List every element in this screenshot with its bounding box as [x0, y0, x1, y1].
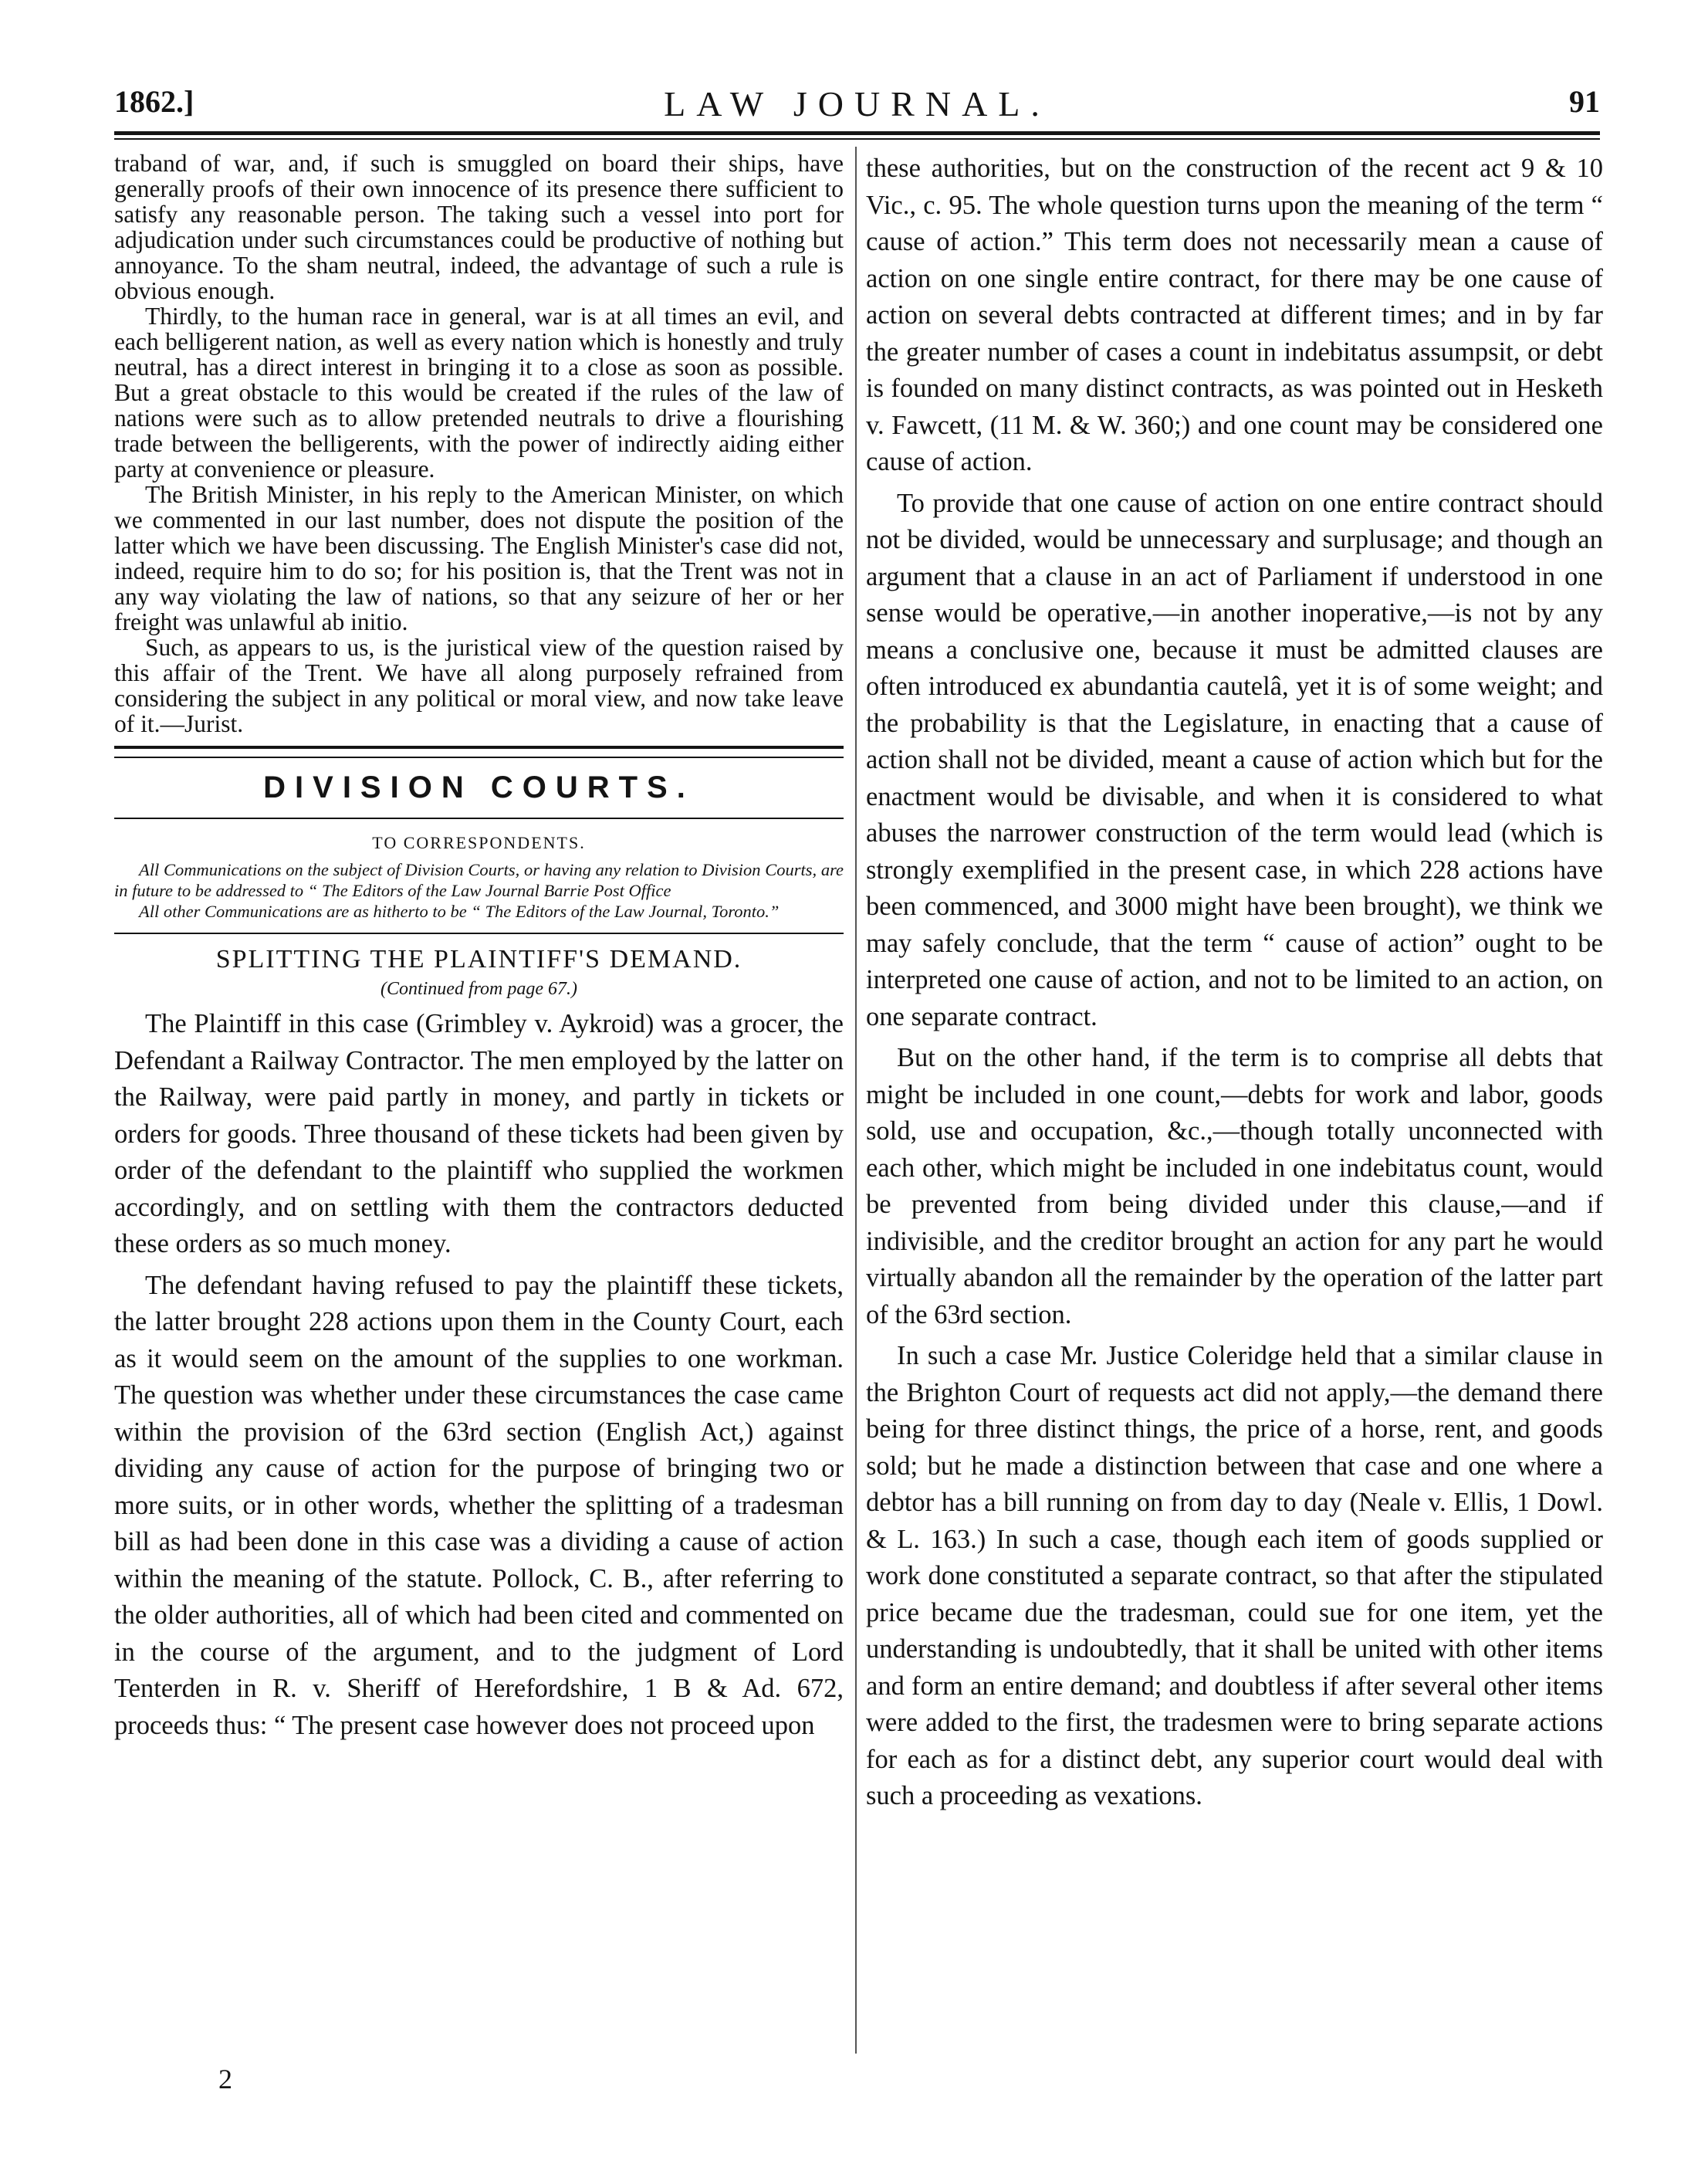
right-column	[866, 151, 1603, 1815]
paragraph: Thirdly, to the human race in general, war is at all times an evil, and each belligerent nation, as well as every nation which is honestly and truly neutral, has a direct interest in bringing it to a close as soon as possible. But a great obstacle to this would be created if the rules of the law of nations were such as to allow pretended neutrals to drive a flourishing trade between the belligerents, with the power of indirectly aiding either party at convenience or pleasure.	[114, 303, 844, 483]
correspondents-heading: TO CORRESPONDENTS.	[372, 833, 586, 852]
left-column	[114, 151, 844, 1744]
continued-note: (Continued from page 67.)	[380, 979, 578, 999]
paragraph: In such a case Mr. Justice Coleridge held that a similar clause in the Brighton Court of requests act did not apply,—the demand there being for three distinct things, the price of a horse, rent, and goods sold; but he made a distinction between that case and one where a debtor has a bill running on from day to day (Neale v. Ellis, 1 Dowl. & L. 163.) In such a case, though each item of goods supplied or work done constituted a separate contract, so that after the stipulated price became due the tradesman, could sue for one item, yet the understanding is undoubtedly, that it shall be united with other items and form an entire demand; and doubtless if after several other items were added to the first, the tradesmen were to bring separate actions for each as for a distinct debt, any superior court would deal with such a proceeding as vexations.	[866, 1341, 1603, 1810]
paragraph: But on the other hand, if the term is to comprise all debts that might be included in one count,—debts for work and labor, goods sold, use and occupation, &c.,—though totally unconnected with each other, which might be included in one indebitatus count, would be prevented from being divided under this clause,—and if indivisible, and the creditor brought an action for any part he would virtually abandon all the remainder by the operation of the latter part of the 63rd section.	[866, 1043, 1603, 1329]
section-rule	[114, 746, 844, 758]
paragraph: The Plaintiff in this case (Grimbley v. Aykroid) was a grocer, the Defendant a Railway Contractor. The men employed by the latter on the Railway, were paid partly in money, and partly in tickets or orders for goods. Three thousand of these tickets had been given by order of the defendant to the plaintiff who supplied the workmen accordingly, and on settling with them the contractors deducted these orders as so much money.	[114, 1009, 844, 1258]
page-number: 91	[1569, 84, 1600, 119]
correspondents-notice: All Communications on the subject of Division Courts, or having any relation to Division Courts, are in future to be addressed to “ The Editors of the Law Journal Barrie Post Office	[114, 860, 844, 900]
paragraph: these authorities, but on the construction of the recent act 9 & 10 Vic., c. 95. The whole question turns upon the meaning of the term “ cause of action.” This term does not necessarily mean a cause of action on one single entire contract, for there may be one cause of action on several debts contracted at different times; and in by far the greater number of cases a count in indebitatus assumpsit, or debt is founded on many distinct contracts, as was pointed out in Hesketh v. Fawcett, (11 M. & W. 360;) and one count may be considered one cause of action.	[866, 154, 1603, 476]
header-rule-thin	[114, 138, 1600, 140]
header-title: LAW JOURNAL.	[664, 84, 1050, 124]
paragraph: traband of war, and, if such is smuggled on board their ships, have generally proofs of their own innocence of its presence there sufficient to satisfy any reasonable person. The taking such a vessel into port for adjudication under such circumstances could be productive of nothing but annoyance. To the sham neutral, indeed, the advantage of such a rule is obvious enough.	[114, 150, 844, 304]
paragraph: The defendant having refused to pay the plaintiff these tickets, the latter brought 228 actions upon them in the County Court, each as it would seem on the amount of the supplies to one workman. The question was whether under these circumstances the case came within the provision of the 63rd section (English Act,) against dividing any cause of action for the purpose of bringing two or more suits, or in other words, whether the splitting of a tradesman bill as had been done in this case was a dividing a cause of action within the meaning of the statute. Pollock, C. B., after referring to the older authorities, all of which had been cited and commented on in the course of the argument, and to the judgment of Lord Tenterden in R. v. Sheriff of Herefordshire, 1 B & Ad. 672, proceeds thus: “ The present case however does not proceed upon	[114, 1270, 844, 1740]
section-title-rule	[114, 818, 844, 819]
article-body	[114, 1006, 844, 1744]
article-body-continued	[866, 151, 1603, 1815]
correspondents-notice: All other Communications are as hitherto to be “ The Editors of the Law Journal, Toronto.”	[139, 902, 780, 921]
column-divider	[855, 147, 857, 2054]
signature-mark: 2	[218, 2064, 232, 2094]
section-title: DIVISION COURTS.	[263, 770, 695, 804]
header-year: 1862.]	[114, 84, 194, 119]
running-header	[114, 83, 1600, 130]
notice-rule	[114, 933, 844, 934]
paragraph: To provide that one cause of action on one entire contract should not be divided, would be unnecessary and surplusage; and though an argument that a clause in an act of Parliament if understood in one sense would be operative,—in another inoperative,—is not by any means a conclusive one, because it must be admitted clauses are often introduced ex abundantia cautelâ, yet it is of some weight; and the probability is that the Legislature, in enacting that a cause of action shall not be divided, meant a cause of action which but for the enactment would be divisable, and when it is considered to what abuses the narrower construction of the term would lead (which is strongly exemplified in the present case, in which 228 actions have been commenced, and 3000 might have been brought), we think we may safely conclude, that the term “ cause of action” ought to be interpreted one cause of action, and not to be limited to an action, on one separate contract.	[866, 488, 1603, 1031]
header-rule	[114, 131, 1600, 135]
jurist-article-continuation	[114, 151, 844, 737]
article-title: SPLITTING THE PLAINTIFF'S DEMAND.	[215, 945, 742, 974]
paragraph: Such, as appears to us, is the juristical view of the question raised by this affair of the Trent. We have all along purposely refrained from considering the subject in any political or moral view, and now take leave of it.—Jurist.	[114, 634, 844, 737]
paragraph: The British Minister, in his reply to the American Minister, on which we commented in our last number, does not dispute the position of the latter which we have been discussing. The English Minister's case did not, indeed, require him to do so; for his position is, that the Trent was not in any way violating the law of nations, so that any seizure of her or her freight was unlawful ab initio.	[114, 481, 844, 635]
